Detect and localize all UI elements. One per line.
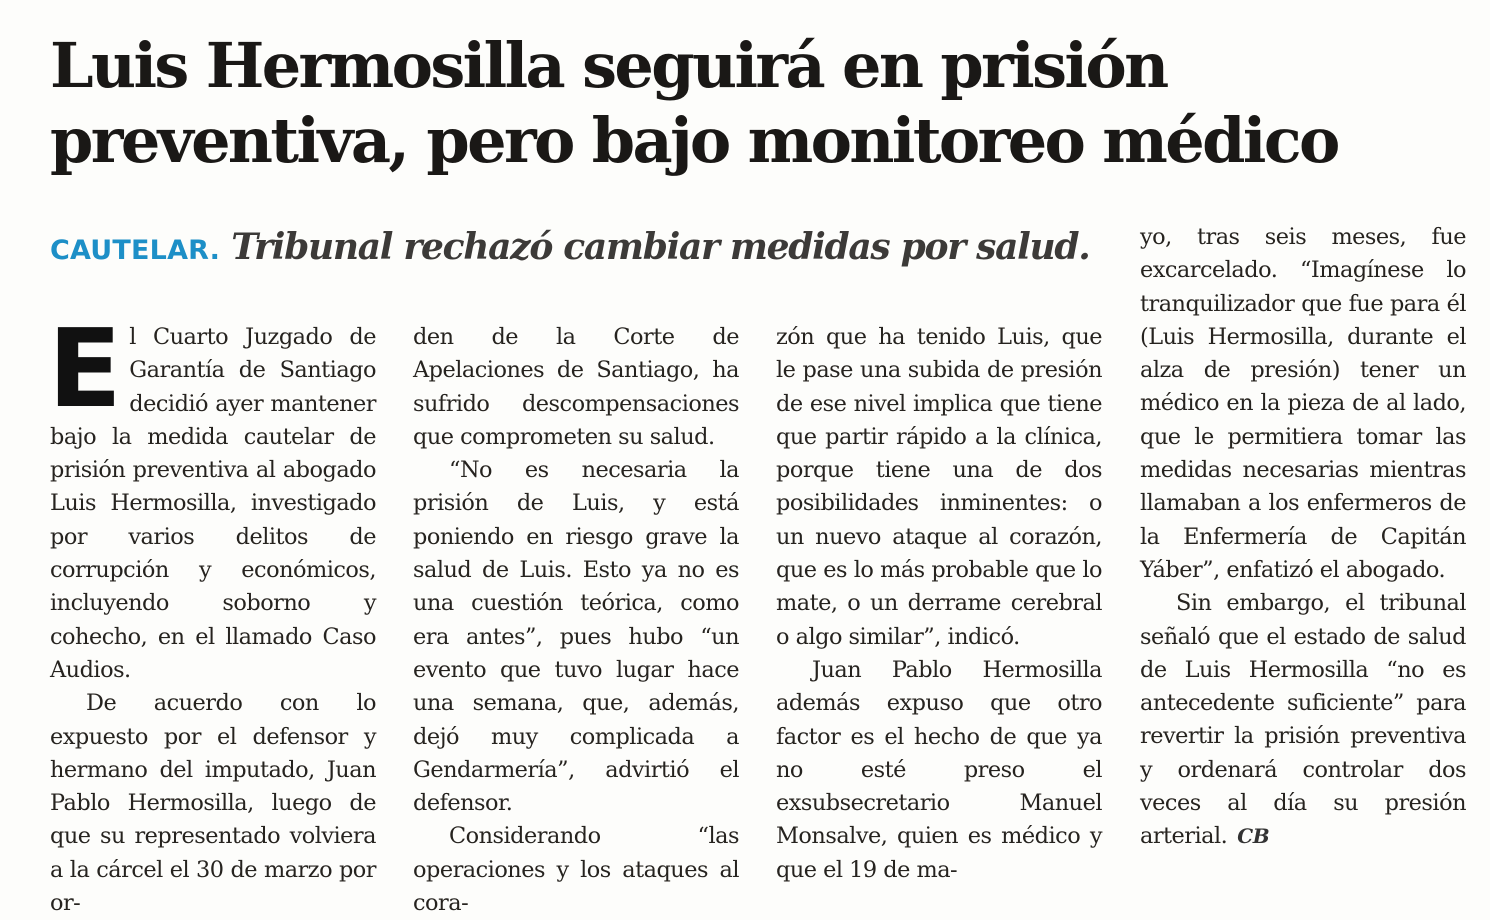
paragraph-2-continued: den de la Corte de Apelaciones de Santiago, ha sufrido descompensaciones que comprometen su salud. — [413, 324, 739, 450]
paragraph-6 — [1140, 587, 1466, 853]
paragraph-4: Considerando “las operaciones y los ataques al cora- — [413, 823, 739, 917]
kicker-label: CAUTELAR. — [50, 235, 221, 266]
paragraph-3: “No es necesaria la prisión de Luis, y está poniendo en riesgo grave la salud de Luis. Esto ya no es una cuestión teórica, como era antes”, pues hubo “un evento que tuvo lugar hace una semana, que, además, dejó muy complicada a Gendarmería”, advirtió el defensor. — [413, 457, 739, 817]
paragraph-1 — [48, 307, 376, 687]
article-column-3 — [776, 321, 1102, 887]
article-column-2 — [413, 321, 739, 920]
article-column-4 — [1140, 221, 1466, 854]
end-mark-icon: CB — [1237, 824, 1270, 849]
headline-line-1: Luis Hermosilla seguirá en prisión — [50, 29, 1167, 102]
paragraph-4-continued: zón que ha tenido Luis, que le pase una subida de presión de ese nivel implica que tiene que partir rápido a la clínica, porque tiene una de dos posibilidades inminentes: o un nuevo ataque al corazón, que es lo más probable que lo mate, o un derrame cerebral o algo similar”, indicó. — [776, 324, 1102, 650]
headline — [50, 28, 1470, 178]
paragraph-2: De acuerdo con lo expuesto por el defensor y hermano del imputado, Juan Pablo Hermosilla, luego de que su representado volviera a la cárcel el 30 de marzo por or- — [50, 690, 376, 917]
drop-cap: E — [48, 307, 122, 432]
headline-line-2: preventiva, pero bajo monitoreo médico — [50, 104, 1338, 177]
subheadline: Tribunal rechazó cambiar medidas por salud. — [231, 226, 1090, 268]
paragraph-6-text: Sin embargo, el tribunal señaló que el estado de salud de Luis Hermosilla “no es antecedente suficiente” para revertir la prisión preventiva y ordenará controlar dos veces al día su presión arterial. — [1140, 590, 1466, 850]
paragraph-5: Juan Pablo Hermosilla además expuso que otro factor es el hecho de que ya no esté preso el exsubsecretario Manuel Monsalve, quien es médico y que el 19 de ma- — [776, 656, 1102, 883]
article-column-1 — [48, 307, 376, 920]
paragraph-5-continued: yo, tras seis meses, fue excarcelado. “Imagínese lo tranquilizador que fue para él (Luis Hermosilla, durante el alza de presión) tener un médico en la pieza de al lado, que le permitiera tomar las medidas necesarias mientras llamaban a los enfermeros de la Enfermería de Capitán Yáber”, enfatizó el abogado. — [1140, 224, 1466, 583]
paragraph-1-text: l Cuarto Juzgado de Garantía de Santiago decidió ayer mantener bajo la medida cautelar de prisión preventiva al abogado Luis Hermosilla, investigado por varios delitos de corrupción y económicos, incluyendo soborno y cohecho, en el llamado Caso Audios. — [50, 324, 376, 683]
deck — [50, 222, 1110, 279]
